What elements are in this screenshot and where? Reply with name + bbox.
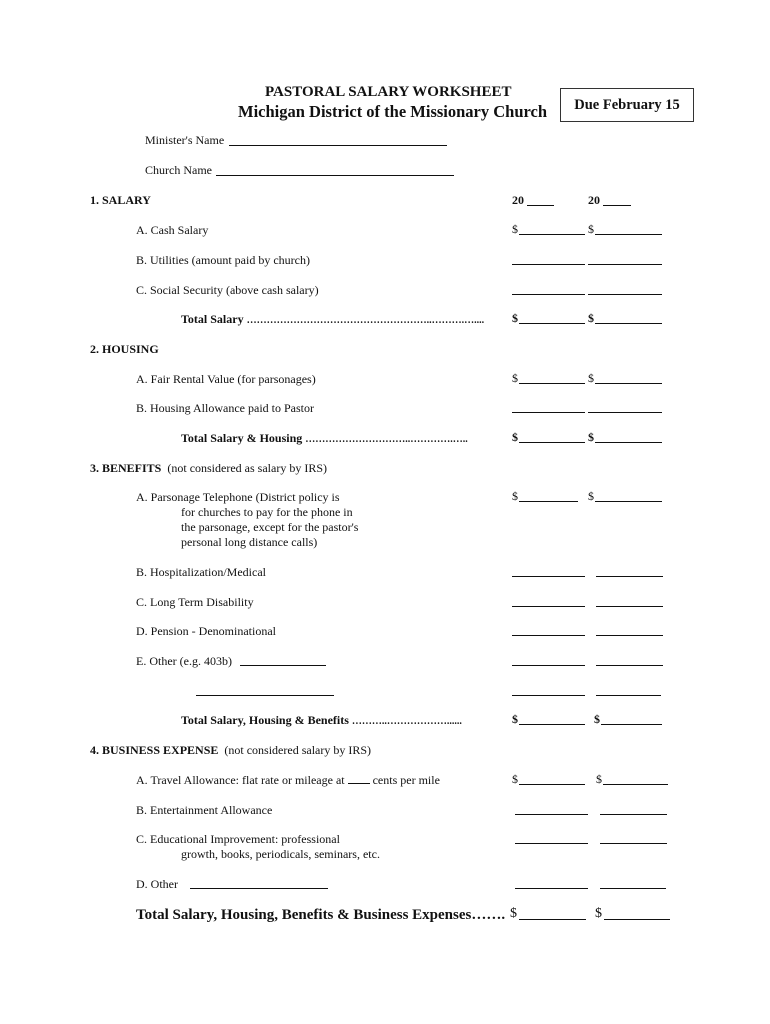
fair-rental-year1[interactable]: $	[512, 372, 585, 386]
year1-field[interactable]	[527, 205, 554, 206]
other-benefit-label: E. Other (e.g. 403b)	[136, 654, 232, 668]
long-term-disability-label: C. Long Term Disability	[136, 595, 254, 609]
educational-improvement-label: C. Educational Improvement: professional	[136, 832, 340, 846]
year1-header: 20	[512, 193, 524, 207]
minister-name-field[interactable]	[229, 145, 447, 146]
mileage-rate-field[interactable]	[348, 774, 370, 784]
section-salary-heading: 1. SALARY	[90, 193, 151, 207]
due-date-box	[560, 88, 694, 122]
hospitalization-year2[interactable]	[596, 576, 663, 577]
entertainment-allowance-label: B. Entertainment Allowance	[136, 803, 273, 817]
total-salary-housing-label: Total Salary & Housing …………………………..………….…..	[181, 431, 468, 445]
due-date-label: Due February 15	[574, 96, 680, 113]
church-name-field[interactable]	[216, 175, 454, 176]
extra-benefit-year2[interactable]	[596, 695, 661, 696]
section-business-expense-heading: 4. BUSINESS EXPENSE (not considered salary by IRS)	[90, 743, 372, 757]
entertainment-allowance-year2[interactable]	[600, 814, 667, 815]
business-expense-note: (not considered salary by IRS)	[224, 743, 372, 757]
other-expense-year2[interactable]	[600, 888, 666, 889]
other-expense-label: D. Other	[136, 877, 178, 891]
parsonage-telephone-detail-3: personal long distance calls)	[181, 535, 318, 549]
educational-improvement-year2[interactable]	[600, 843, 667, 844]
parsonage-telephone-year1[interactable]: $	[512, 490, 578, 504]
church-name-label: Church Name	[145, 163, 212, 177]
grand-total-label: Total Salary, Housing, Benefits & Business Expenses…….	[136, 907, 506, 923]
housing-allowance-label: B. Housing Allowance paid to Pastor	[136, 401, 314, 415]
total-salary-leader: ………………………………………………..……….…....	[246, 315, 485, 326]
extra-benefit-year1[interactable]	[512, 695, 585, 696]
pension-year1[interactable]	[512, 635, 585, 636]
total-salary-housing-benefits-year1[interactable]: $	[512, 713, 585, 727]
total-salary-housing-year2[interactable]: $	[588, 431, 662, 445]
total-salary-year2[interactable]: $	[588, 312, 662, 326]
grand-total-year1[interactable]: $	[510, 907, 586, 922]
social-security-year2[interactable]	[588, 283, 662, 297]
grand-total-year2[interactable]: $	[595, 907, 670, 922]
total-salary-housing-year1[interactable]: $	[512, 431, 585, 445]
utilities-label: B. Utilities (amount paid by church)	[136, 253, 310, 267]
travel-allowance-year2[interactable]: $	[596, 773, 668, 787]
section-benefits-heading: 3. BENEFITS (not considered as salary by IRS)	[90, 461, 327, 475]
long-term-disability-year1[interactable]	[512, 606, 585, 607]
total-salary-housing-benefits-year2[interactable]: $	[594, 713, 662, 727]
parsonage-telephone-label: A. Parsonage Telephone (District policy is	[136, 490, 340, 504]
page-subtitle: Michigan District of the Missionary Church	[238, 102, 548, 121]
section-housing-heading: 2. HOUSING	[90, 342, 159, 356]
year2-header: 20	[588, 193, 600, 207]
total-salary-label: Total Salary ………………………………………………..……….…....	[181, 312, 485, 326]
other-benefit-description-field[interactable]	[240, 665, 326, 666]
benefits-note: (not considered as salary by IRS)	[167, 461, 327, 475]
cash-salary-label: A. Cash Salary	[136, 223, 209, 237]
cash-salary-year1[interactable]: $	[512, 223, 585, 237]
other-expense-year1[interactable]	[515, 888, 588, 889]
entertainment-allowance-year1[interactable]	[515, 814, 588, 815]
housing-allowance-year1[interactable]	[512, 401, 585, 415]
grand-total-leader: …….	[471, 907, 506, 923]
page-title: PASTORAL SALARY WORKSHEET	[265, 84, 512, 100]
social-security-year1[interactable]	[512, 283, 585, 297]
year2-field[interactable]	[603, 205, 631, 206]
travel-allowance-label: A. Travel Allowance: flat rate or mileage at cents per mile	[136, 773, 440, 787]
utilities-year1[interactable]	[512, 253, 585, 267]
hospitalization-year1[interactable]	[512, 576, 585, 577]
minister-name-label: Minister's Name	[145, 133, 225, 147]
housing-allowance-year2[interactable]	[588, 401, 662, 415]
parsonage-telephone-year2[interactable]: $	[588, 490, 662, 504]
hospitalization-label: B. Hospitalization/Medical	[136, 565, 266, 579]
total-salary-year1[interactable]: $	[512, 312, 585, 326]
parsonage-telephone-detail-1: for churches to pay for the phone in	[181, 505, 353, 519]
pension-label: D. Pension - Denominational	[136, 624, 276, 638]
extra-benefit-description-field[interactable]	[196, 695, 334, 696]
total-salary-housing-benefits-label: Total Salary, Housing & Benefits ………..………………......	[181, 713, 462, 727]
educational-improvement-detail: growth, books, periodicals, seminars, etc.	[181, 847, 380, 861]
other-expense-description-field[interactable]	[190, 888, 328, 889]
travel-allowance-year1[interactable]: $	[512, 773, 585, 787]
utilities-year2[interactable]	[588, 253, 662, 267]
pension-year2[interactable]	[596, 635, 663, 636]
educational-improvement-year1[interactable]	[515, 843, 588, 844]
total-salary-housing-benefits-leader: ………..………………......	[351, 716, 462, 727]
cash-salary-year2[interactable]: $	[588, 223, 662, 237]
fair-rental-year2[interactable]: $	[588, 372, 662, 386]
other-benefit-year1[interactable]	[512, 665, 585, 666]
other-benefit-year2[interactable]	[596, 665, 663, 666]
long-term-disability-year2[interactable]	[596, 606, 663, 607]
parsonage-telephone-detail-2: the parsonage, except for the pastor's	[181, 520, 359, 534]
social-security-label: C. Social Security (above cash salary)	[136, 283, 319, 297]
total-salary-housing-leader: …………………………..………….…..	[305, 434, 468, 445]
fair-rental-label: A. Fair Rental Value (for parsonages)	[136, 372, 316, 386]
